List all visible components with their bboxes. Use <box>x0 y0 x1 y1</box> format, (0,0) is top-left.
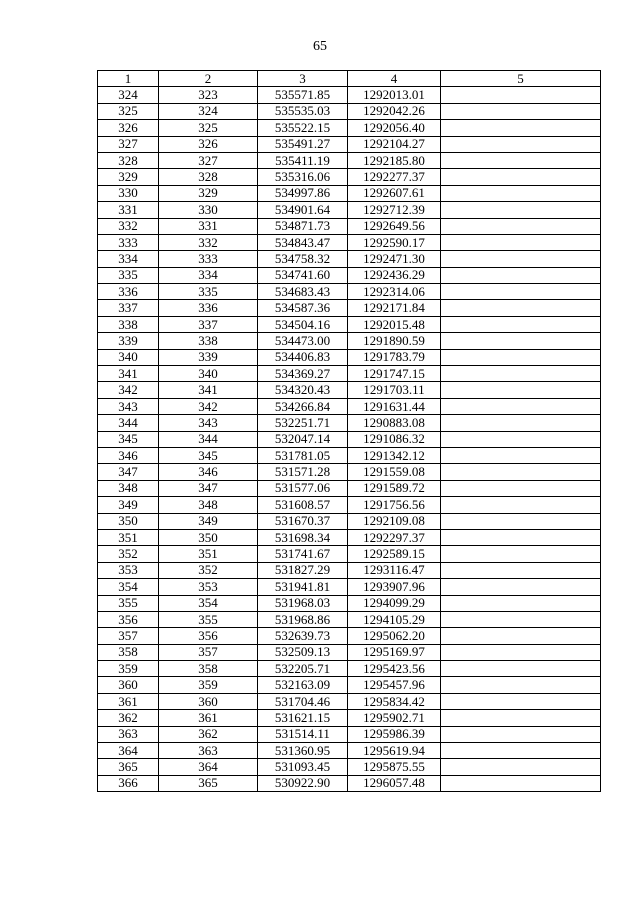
table-cell-col-3: 534369.27 <box>258 366 348 382</box>
table-cell-col-4: 1295902.71 <box>348 710 441 726</box>
column-header-4: 4 <box>348 71 441 87</box>
table-cell-col-3: 532251.71 <box>258 415 348 431</box>
table-cell-col-4: 1291756.56 <box>348 497 441 513</box>
table-cell-col-5 <box>441 644 601 660</box>
table-cell-col-2: 363 <box>159 743 258 759</box>
table-cell-col-2: 330 <box>159 202 258 218</box>
table-cell-col-5 <box>441 447 601 463</box>
table-cell-col-3: 532205.71 <box>258 661 348 677</box>
table-cell-col-2: 323 <box>159 87 258 103</box>
table-row <box>98 120 601 136</box>
table-cell-col-1: 327 <box>98 136 159 152</box>
table-cell-col-1: 329 <box>98 169 159 185</box>
table-cell-col-2: 329 <box>159 185 258 201</box>
table-cell-col-2: 348 <box>159 497 258 513</box>
table-cell-col-2: 364 <box>159 759 258 775</box>
table-row <box>98 710 601 726</box>
table-cell-col-5 <box>441 415 601 431</box>
table-cell-col-2: 353 <box>159 579 258 595</box>
table-cell-col-4: 1293907.96 <box>348 579 441 595</box>
table-cell-col-5 <box>441 480 601 496</box>
table-cell-col-4: 1291086.32 <box>348 431 441 447</box>
table-cell-col-5 <box>441 300 601 316</box>
table-cell-col-4: 1292015.48 <box>348 316 441 332</box>
table-cell-col-5 <box>441 366 601 382</box>
table-row <box>98 431 601 447</box>
table-cell-col-2: 324 <box>159 103 258 119</box>
table-cell-col-1: 340 <box>98 349 159 365</box>
column-header-5: 5 <box>441 71 601 87</box>
table-cell-col-3: 530922.90 <box>258 775 348 791</box>
table-cell-col-3: 534266.84 <box>258 398 348 414</box>
table-cell-col-3: 531571.28 <box>258 464 348 480</box>
table-cell-col-5 <box>441 529 601 545</box>
table-cell-col-3: 531781.05 <box>258 447 348 463</box>
table-cell-col-5 <box>441 185 601 201</box>
table-cell-col-3: 535491.27 <box>258 136 348 152</box>
table-cell-col-4: 1291559.08 <box>348 464 441 480</box>
table-cell-col-5 <box>441 349 601 365</box>
table-cell-col-2: 357 <box>159 644 258 660</box>
table-cell-col-2: 337 <box>159 316 258 332</box>
table-cell-col-2: 335 <box>159 284 258 300</box>
table-row <box>98 743 601 759</box>
table-cell-col-3: 535316.06 <box>258 169 348 185</box>
table-row <box>98 726 601 742</box>
coordinates-table <box>97 70 601 792</box>
table-cell-col-5 <box>441 759 601 775</box>
table-cell-col-4: 1292607.61 <box>348 185 441 201</box>
table-cell-col-2: 352 <box>159 562 258 578</box>
table-cell-col-4: 1295834.42 <box>348 693 441 709</box>
table-cell-col-4: 1291783.79 <box>348 349 441 365</box>
table-row <box>98 677 601 693</box>
table-cell-col-4: 1292277.37 <box>348 169 441 185</box>
table-cell-col-2: 331 <box>159 218 258 234</box>
table-cell-col-3: 532163.09 <box>258 677 348 693</box>
table-cell-col-4: 1291703.11 <box>348 382 441 398</box>
table-cell-col-1: 342 <box>98 382 159 398</box>
table-cell-col-2: 338 <box>159 333 258 349</box>
table-cell-col-1: 328 <box>98 152 159 168</box>
table-cell-col-4: 1294105.29 <box>348 611 441 627</box>
table-row <box>98 529 601 545</box>
table-row <box>98 87 601 103</box>
table-row <box>98 136 601 152</box>
table-cell-col-4: 1290883.08 <box>348 415 441 431</box>
table-body <box>98 87 601 792</box>
table-cell-col-1: 339 <box>98 333 159 349</box>
table-row <box>98 398 601 414</box>
table-cell-col-4: 1293116.47 <box>348 562 441 578</box>
table-cell-col-4: 1295986.39 <box>348 726 441 742</box>
table-cell-col-3: 534758.32 <box>258 251 348 267</box>
table-cell-col-1: 362 <box>98 710 159 726</box>
table-cell-col-2: 327 <box>159 152 258 168</box>
table-cell-col-3: 531698.34 <box>258 529 348 545</box>
table-cell-col-4: 1291589.72 <box>348 480 441 496</box>
table-cell-col-4: 1294099.29 <box>348 595 441 611</box>
table-cell-col-2: 342 <box>159 398 258 414</box>
table-cell-col-1: 358 <box>98 644 159 660</box>
table-cell-col-5 <box>441 661 601 677</box>
table-cell-col-1: 353 <box>98 562 159 578</box>
table-cell-col-4: 1292589.15 <box>348 546 441 562</box>
table-cell-col-5 <box>441 382 601 398</box>
table-cell-col-1: 351 <box>98 529 159 545</box>
table-row <box>98 202 601 218</box>
table-cell-col-2: 349 <box>159 513 258 529</box>
table-cell-col-4: 1292104.27 <box>348 136 441 152</box>
table-cell-col-3: 534406.83 <box>258 349 348 365</box>
table-cell-col-3: 534473.00 <box>258 333 348 349</box>
table-row <box>98 300 601 316</box>
table-row <box>98 579 601 595</box>
table-cell-col-5 <box>441 120 601 136</box>
table-cell-col-3: 531827.29 <box>258 562 348 578</box>
table-row <box>98 382 601 398</box>
table-cell-col-5 <box>441 333 601 349</box>
table-cell-col-5 <box>441 169 601 185</box>
table-cell-col-5 <box>441 316 601 332</box>
table-cell-col-4: 1292314.06 <box>348 284 441 300</box>
table-cell-col-3: 534901.64 <box>258 202 348 218</box>
table-cell-col-5 <box>441 743 601 759</box>
table-cell-col-2: 356 <box>159 628 258 644</box>
table-cell-col-3: 532639.73 <box>258 628 348 644</box>
table-cell-col-3: 534997.86 <box>258 185 348 201</box>
table-cell-col-5 <box>441 87 601 103</box>
table-cell-col-4: 1295875.55 <box>348 759 441 775</box>
table-cell-col-1: 338 <box>98 316 159 332</box>
table-cell-col-3: 535535.03 <box>258 103 348 119</box>
table-cell-col-1: 354 <box>98 579 159 595</box>
table-cell-col-2: 351 <box>159 546 258 562</box>
table-cell-col-1: 336 <box>98 284 159 300</box>
table-cell-col-1: 334 <box>98 251 159 267</box>
table-cell-col-2: 328 <box>159 169 258 185</box>
table-row <box>98 693 601 709</box>
table-cell-col-1: 357 <box>98 628 159 644</box>
table-cell-col-3: 535571.85 <box>258 87 348 103</box>
table-cell-col-2: 361 <box>159 710 258 726</box>
table-cell-col-5 <box>441 267 601 283</box>
table-cell-col-5 <box>441 284 601 300</box>
table-cell-col-5 <box>441 775 601 791</box>
table-cell-col-5 <box>441 398 601 414</box>
table-cell-col-4: 1295169.97 <box>348 644 441 660</box>
table-cell-col-5 <box>441 579 601 595</box>
table-cell-col-4: 1295457.96 <box>348 677 441 693</box>
table-cell-col-5 <box>441 628 601 644</box>
table-cell-col-3: 531093.45 <box>258 759 348 775</box>
table-cell-col-3: 531514.11 <box>258 726 348 742</box>
table-cell-col-4: 1292013.01 <box>348 87 441 103</box>
table-cell-col-4: 1292297.37 <box>348 529 441 545</box>
table-cell-col-4: 1292436.29 <box>348 267 441 283</box>
table-cell-col-4: 1292712.39 <box>348 202 441 218</box>
table-row <box>98 759 601 775</box>
table-row <box>98 775 601 791</box>
table-cell-col-5 <box>441 152 601 168</box>
table-row <box>98 333 601 349</box>
table-row <box>98 316 601 332</box>
table-cell-col-1: 355 <box>98 595 159 611</box>
table-cell-col-1: 365 <box>98 759 159 775</box>
table-row <box>98 185 601 201</box>
table-cell-col-2: 334 <box>159 267 258 283</box>
column-header-1: 1 <box>98 71 159 87</box>
table-cell-col-1: 335 <box>98 267 159 283</box>
table-row <box>98 169 601 185</box>
table-cell-col-1: 348 <box>98 480 159 496</box>
table-cell-col-2: 365 <box>159 775 258 791</box>
table-cell-col-4: 1296057.48 <box>348 775 441 791</box>
table-cell-col-1: 364 <box>98 743 159 759</box>
table-cell-col-3: 531670.37 <box>258 513 348 529</box>
table-cell-col-3: 534320.43 <box>258 382 348 398</box>
table-cell-col-1: 359 <box>98 661 159 677</box>
table-row <box>98 284 601 300</box>
table-cell-col-2: 359 <box>159 677 258 693</box>
table-cell-col-3: 531968.03 <box>258 595 348 611</box>
table-cell-col-4: 1291747.15 <box>348 366 441 382</box>
table-cell-col-2: 360 <box>159 693 258 709</box>
table-cell-col-3: 531741.67 <box>258 546 348 562</box>
table-cell-col-1: 347 <box>98 464 159 480</box>
table-cell-col-2: 333 <box>159 251 258 267</box>
table-cell-col-4: 1291631.44 <box>348 398 441 414</box>
table-cell-col-1: 324 <box>98 87 159 103</box>
table-row <box>98 497 601 513</box>
table-row <box>98 595 601 611</box>
table-cell-col-3: 534741.60 <box>258 267 348 283</box>
table-cell-col-4: 1291342.12 <box>348 447 441 463</box>
table-row <box>98 234 601 250</box>
table-cell-col-1: 346 <box>98 447 159 463</box>
table-row <box>98 447 601 463</box>
table-cell-col-1: 330 <box>98 185 159 201</box>
table-cell-col-3: 531968.86 <box>258 611 348 627</box>
table-cell-col-2: 325 <box>159 120 258 136</box>
table-cell-col-5 <box>441 546 601 562</box>
table-cell-col-5 <box>441 693 601 709</box>
table-cell-col-5 <box>441 513 601 529</box>
table-cell-col-1: 345 <box>98 431 159 447</box>
table-row <box>98 661 601 677</box>
table-cell-col-1: 332 <box>98 218 159 234</box>
table-cell-col-1: 341 <box>98 366 159 382</box>
table-row <box>98 103 601 119</box>
table-row <box>98 251 601 267</box>
table-row <box>98 415 601 431</box>
table-cell-col-4: 1292471.30 <box>348 251 441 267</box>
table-cell-col-5 <box>441 234 601 250</box>
table-cell-col-3: 535411.19 <box>258 152 348 168</box>
table-cell-col-3: 532509.13 <box>258 644 348 660</box>
table-cell-col-3: 531577.06 <box>258 480 348 496</box>
table-cell-col-2: 344 <box>159 431 258 447</box>
table-cell-col-1: 352 <box>98 546 159 562</box>
table-cell-col-2: 341 <box>159 382 258 398</box>
table-cell-col-4: 1295423.56 <box>348 661 441 677</box>
table-row <box>98 480 601 496</box>
table-cell-col-1: 331 <box>98 202 159 218</box>
table-cell-col-3: 531621.15 <box>258 710 348 726</box>
table-cell-col-2: 358 <box>159 661 258 677</box>
table-cell-col-5 <box>441 726 601 742</box>
table-cell-col-4: 1292042.26 <box>348 103 441 119</box>
table-cell-col-4: 1292171.84 <box>348 300 441 316</box>
table-cell-col-3: 535522.15 <box>258 120 348 136</box>
table-cell-col-5 <box>441 497 601 513</box>
header-row <box>98 71 601 87</box>
table-cell-col-2: 346 <box>159 464 258 480</box>
table-row <box>98 464 601 480</box>
table-cell-col-3: 532047.14 <box>258 431 348 447</box>
table-cell-col-3: 534683.43 <box>258 284 348 300</box>
table-cell-col-4: 1292185.80 <box>348 152 441 168</box>
table-cell-col-1: 366 <box>98 775 159 791</box>
table-cell-col-4: 1292649.56 <box>348 218 441 234</box>
table-cell-col-1: 349 <box>98 497 159 513</box>
table-cell-col-3: 531941.81 <box>258 579 348 595</box>
column-header-3: 3 <box>258 71 348 87</box>
table-cell-col-3: 531360.95 <box>258 743 348 759</box>
column-header-2: 2 <box>159 71 258 87</box>
table-cell-col-5 <box>441 562 601 578</box>
table-cell-col-1: 356 <box>98 611 159 627</box>
table-cell-col-2: 343 <box>159 415 258 431</box>
table-cell-col-2: 345 <box>159 447 258 463</box>
table-cell-col-1: 343 <box>98 398 159 414</box>
table-cell-col-5 <box>441 611 601 627</box>
table-cell-col-4: 1292109.08 <box>348 513 441 529</box>
table-cell-col-4: 1291890.59 <box>348 333 441 349</box>
table-cell-col-1: 360 <box>98 677 159 693</box>
table-cell-col-5 <box>441 464 601 480</box>
table-cell-col-2: 354 <box>159 595 258 611</box>
table-row <box>98 628 601 644</box>
table-cell-col-2: 347 <box>159 480 258 496</box>
table-cell-col-4: 1292056.40 <box>348 120 441 136</box>
table-cell-col-5 <box>441 677 601 693</box>
table-cell-col-1: 350 <box>98 513 159 529</box>
table-cell-col-1: 363 <box>98 726 159 742</box>
table-cell-col-1: 333 <box>98 234 159 250</box>
table-cell-col-3: 534587.36 <box>258 300 348 316</box>
table-cell-col-1: 326 <box>98 120 159 136</box>
table-cell-col-3: 534504.16 <box>258 316 348 332</box>
table-cell-col-3: 534843.47 <box>258 234 348 250</box>
table-row <box>98 513 601 529</box>
table-cell-col-5 <box>441 136 601 152</box>
table-row <box>98 546 601 562</box>
table-cell-col-1: 361 <box>98 693 159 709</box>
table-row <box>98 349 601 365</box>
table-cell-col-2: 350 <box>159 529 258 545</box>
table-cell-col-4: 1292590.17 <box>348 234 441 250</box>
table-cell-col-5 <box>441 218 601 234</box>
table-row <box>98 267 601 283</box>
table-cell-col-3: 531608.57 <box>258 497 348 513</box>
table-cell-col-2: 332 <box>159 234 258 250</box>
table-row <box>98 644 601 660</box>
table-cell-col-2: 355 <box>159 611 258 627</box>
table-cell-col-5 <box>441 202 601 218</box>
table-cell-col-4: 1295619.94 <box>348 743 441 759</box>
table-cell-col-1: 337 <box>98 300 159 316</box>
table-cell-col-4: 1295062.20 <box>348 628 441 644</box>
table-cell-col-5 <box>441 710 601 726</box>
table-cell-col-2: 362 <box>159 726 258 742</box>
table-cell-col-3: 534871.73 <box>258 218 348 234</box>
table-cell-col-1: 344 <box>98 415 159 431</box>
table-row <box>98 152 601 168</box>
table-row <box>98 366 601 382</box>
table-row <box>98 218 601 234</box>
table-cell-col-2: 339 <box>159 349 258 365</box>
table-cell-col-3: 531704.46 <box>258 693 348 709</box>
table-cell-col-5 <box>441 251 601 267</box>
table-cell-col-1: 325 <box>98 103 159 119</box>
table-cell-col-2: 326 <box>159 136 258 152</box>
table-cell-col-5 <box>441 595 601 611</box>
table-cell-col-2: 336 <box>159 300 258 316</box>
table-row <box>98 562 601 578</box>
table-cell-col-5 <box>441 103 601 119</box>
table-cell-col-5 <box>441 431 601 447</box>
page-number: 65 <box>313 39 327 54</box>
table-cell-col-2: 340 <box>159 366 258 382</box>
table-header <box>98 71 601 87</box>
table-row <box>98 611 601 627</box>
